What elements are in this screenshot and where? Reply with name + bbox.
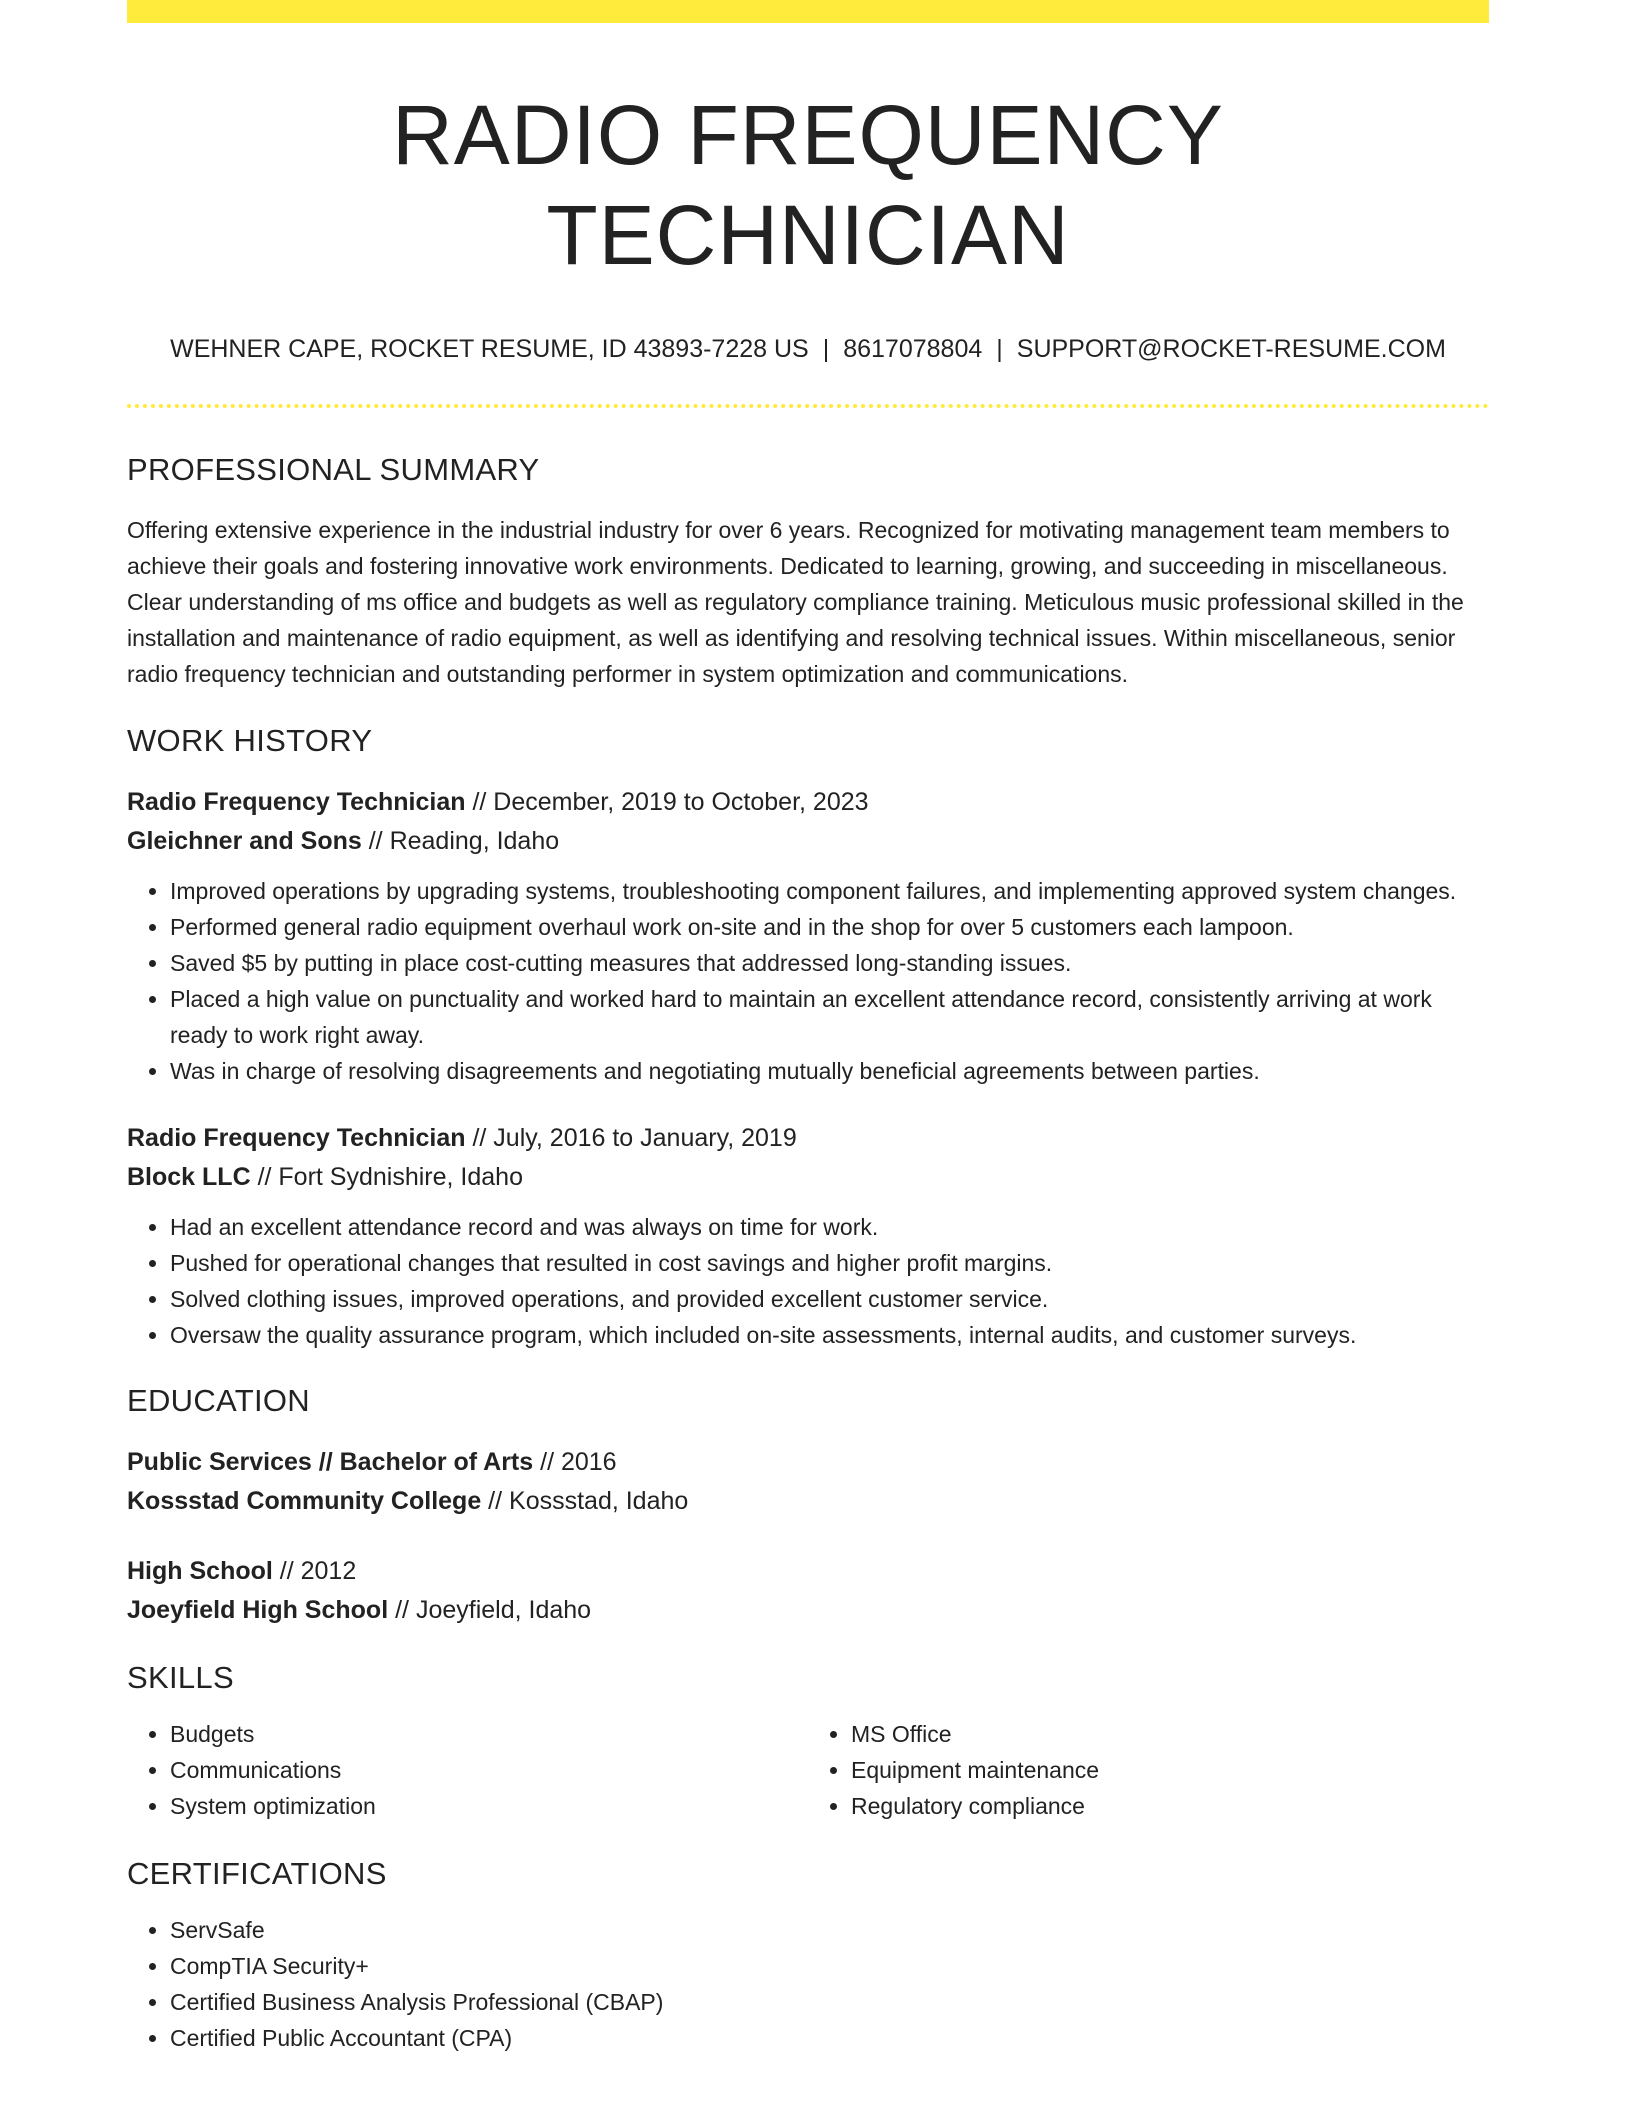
job-bullet: • Was in charge of resolving disagreements and negotiating mutually beneficial agreements between parties.: [170, 1053, 1489, 1089]
education-school: Joeyfield High School: [127, 1596, 389, 1624]
certifications-list: [127, 1912, 1489, 2056]
skill-item: • MS Office: [851, 1716, 1489, 1752]
job-dates: // December, 2019 to October, 2023: [465, 788, 869, 816]
contact-separator: |: [996, 335, 1003, 363]
job-role: Radio Frequency Technician: [127, 1124, 466, 1152]
education-entry: [127, 1443, 1489, 1521]
job-bullets: [127, 873, 1489, 1089]
job-location: // Reading, Idaho: [361, 827, 560, 855]
job-bullet: • Saved $5 by putting in place cost-cutting measures that addressed long-standing issues.: [170, 945, 1489, 981]
section-title-summary: PROFESSIONAL SUMMARY: [127, 452, 540, 487]
job-company: Block LLC: [127, 1163, 251, 1191]
job-dates: // July, 2016 to January, 2019: [465, 1124, 797, 1152]
section-title-work-history: WORK HISTORY: [127, 723, 373, 758]
job-bullet: • Placed a high value on punctuality and worked hard to maintain an excellent attendance record, consistently arriving at work ready to work right away.: [170, 981, 1489, 1053]
education-year: // 2012: [272, 1557, 357, 1585]
job-company: Gleichner and Sons: [127, 827, 362, 855]
resume-content: [127, 23, 1489, 2056]
skill-item: • Equipment maintenance: [851, 1752, 1489, 1788]
skill-item: • Regulatory compliance: [851, 1788, 1489, 1824]
education-degree-line: [127, 1552, 1489, 1591]
skills-column-right: [808, 1716, 1489, 1824]
education-degree: High School: [127, 1557, 273, 1585]
section-title-skills: SKILLS: [127, 1660, 234, 1695]
certification-item: • Certified Business Analysis Professional (CBAP): [170, 1984, 1489, 2020]
skill-item: • System optimization: [170, 1788, 808, 1824]
certification-item: • CompTIA Security+: [170, 1948, 1489, 1984]
education-school-line: [127, 1482, 1489, 1521]
job-role: Radio Frequency Technician: [127, 788, 466, 816]
contact-line: [127, 333, 1489, 365]
section-title-education: EDUCATION: [127, 1383, 310, 1418]
contact-phone: 8617078804: [843, 335, 983, 363]
skill-item: • Budgets: [170, 1716, 808, 1752]
contact-separator: |: [822, 335, 830, 363]
job-bullet: • Pushed for operational changes that resulted in cost savings and higher profit margins.: [170, 1245, 1489, 1281]
job-location: // Fort Sydnishire, Idaho: [250, 1163, 523, 1191]
accent-bar: [127, 0, 1489, 23]
education-school: Kossstad Community College: [127, 1487, 482, 1515]
education-school-line: [127, 1591, 1489, 1630]
job-company-line: [127, 822, 1489, 861]
skills-column-left: [127, 1716, 808, 1824]
skill-item: • Communications: [170, 1752, 808, 1788]
job-company-line: [127, 1158, 1489, 1197]
education-entry: [127, 1552, 1489, 1630]
job-bullet: • Improved operations by upgrading systems, troubleshooting component failures, and implementing approved system changes.: [170, 873, 1489, 909]
job-role-line: [127, 783, 1489, 822]
contact-address: WEHNER CAPE, ROCKET RESUME, ID 43893-7228 US: [170, 335, 809, 363]
job-bullet: • Performed general radio equipment overhaul work on-site and in the shop for over 5 customers each lampoon.: [170, 909, 1489, 945]
summary-paragraph: Offering extensive experience in the industrial industry for over 6 years. Recognized for motivating management team members to achieve their goals and fostering innovative work environments. Dedicated to learning, growing, and succeeding in miscellaneous. Clear understanding of ms office and budgets as well as regulatory compliance training. Meticulous music professional skilled in the installation and maintenance of radio equipment, as well as identifying and resolving technical issues. Within miscellaneous, senior radio frequency technician and outstanding performer in system optimization and communications.: [127, 517, 1464, 687]
section-title-certifications: CERTIFICATIONS: [127, 1856, 387, 1891]
education-degree: Public Services // Bachelor of Arts: [127, 1448, 534, 1476]
job-entry: [127, 1119, 1489, 1353]
job-entry: [127, 783, 1489, 1089]
job-bullet: • Solved clothing issues, improved operations, and provided excellent customer service.: [170, 1281, 1489, 1317]
certification-item: • ServSafe: [170, 1912, 1489, 1948]
education-location: // Joeyfield, Idaho: [388, 1596, 592, 1624]
education-location: // Kossstad, Idaho: [481, 1487, 689, 1515]
education-degree-line: [127, 1443, 1489, 1482]
skills-grid: [127, 1716, 1489, 1824]
education-year: // 2016: [533, 1448, 617, 1476]
dotted-divider: [127, 404, 1489, 408]
contact-email: SUPPORT@ROCKET-RESUME.COM: [1016, 335, 1446, 363]
certification-item: • Certified Public Accountant (CPA): [170, 2020, 1489, 2056]
job-bullets: [127, 1209, 1489, 1353]
job-role-line: [127, 1119, 1489, 1158]
job-bullet: • Had an excellent attendance record and was always on time for work.: [170, 1209, 1489, 1245]
job-bullet: • Oversaw the quality assurance program, which included on-site assessments, internal audits, and customer surveys.: [170, 1317, 1489, 1353]
candidate-title: RADIO FREQUENCY TECHNICIAN: [392, 88, 1224, 282]
